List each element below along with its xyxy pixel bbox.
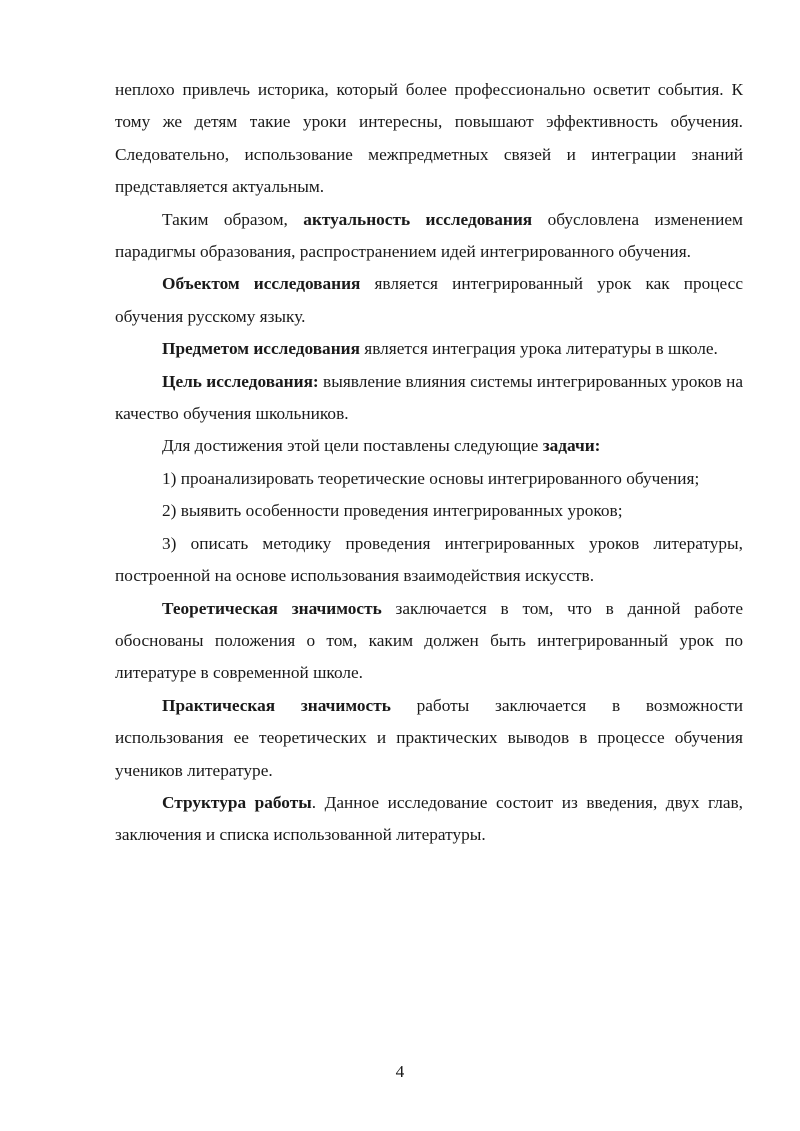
paragraph-text: 3) описать методику проведения интегрированных уроков литературы, построенной на основе использования взаимодействия искусств.: [115, 533, 743, 586]
bold-term: Практическая значимость: [162, 695, 391, 715]
paragraph-text: неплохо привлечь историка, который более профессионально осветит события. К тому же детям такие уроки интересны, повышают эффективность обучения. Следовательно, использование межпредметных связей и интеграции знаний представляется актуальным.: [115, 80, 743, 197]
list-item-task-1: [115, 463, 743, 495]
list-item-task-3: [115, 528, 743, 593]
paragraph-text: . Данное исследование состоит из введения, двух глав, заключения и списка использованной литературы.: [115, 792, 743, 845]
paragraph-text: Таким образом,: [162, 209, 304, 229]
paragraph-text: 2) выявить особенности проведения интегрированных уроков;: [162, 501, 623, 521]
document-body: [115, 74, 743, 852]
bold-term: актуальность исследования: [303, 209, 533, 229]
bold-term: Цель исследования:: [162, 371, 319, 391]
paragraph-structure: [115, 787, 743, 852]
paragraph-object: [115, 268, 743, 333]
paragraph-relevance: [115, 204, 743, 269]
paragraph-text: обусловлена изменением парадигмы образования, распространением идей интегрированного обучения.: [115, 209, 743, 262]
paragraph-text: Для достижения этой цели поставлены следующие: [162, 436, 543, 456]
paragraph-tasks-intro: [115, 430, 743, 462]
paragraph-text: является интеграция урока литературы в школе.: [359, 339, 718, 359]
list-item-task-2: [115, 495, 743, 527]
paragraph-practical-significance: [115, 690, 743, 787]
paragraph-text: выявление влияния системы интегрированных уроков на качество обучения школьников.: [115, 371, 743, 424]
bold-term: Объектом исследования: [162, 274, 361, 294]
page-number: 4: [395, 1062, 405, 1081]
paragraph-text: работы заключается в возможности использования ее теоретических и практических выводов в процессе обучения учеников литературе.: [115, 695, 743, 780]
bold-term: Предметом исследования: [162, 339, 360, 359]
paragraph-continuation: [115, 74, 743, 204]
paragraph-goal: [115, 366, 743, 431]
bold-term: Теоретическая значимость: [162, 598, 382, 618]
paragraph-text: является интегрированный урок как процесс обучения русскому языку.: [115, 274, 743, 326]
paragraph-text: заключается в том, что в данной работе обоснованы положения о том, каким должен быть интегрированный урок по литературе в современной школе.: [115, 598, 743, 683]
paragraph-theoretical-significance: [115, 593, 743, 690]
bold-term: задачи:: [542, 436, 601, 456]
bold-term: Структура работы: [162, 792, 312, 812]
paragraph-text: 1) проанализировать теоретические основы интегрированного обучения;: [162, 468, 700, 488]
paragraph-subject: [115, 333, 743, 365]
